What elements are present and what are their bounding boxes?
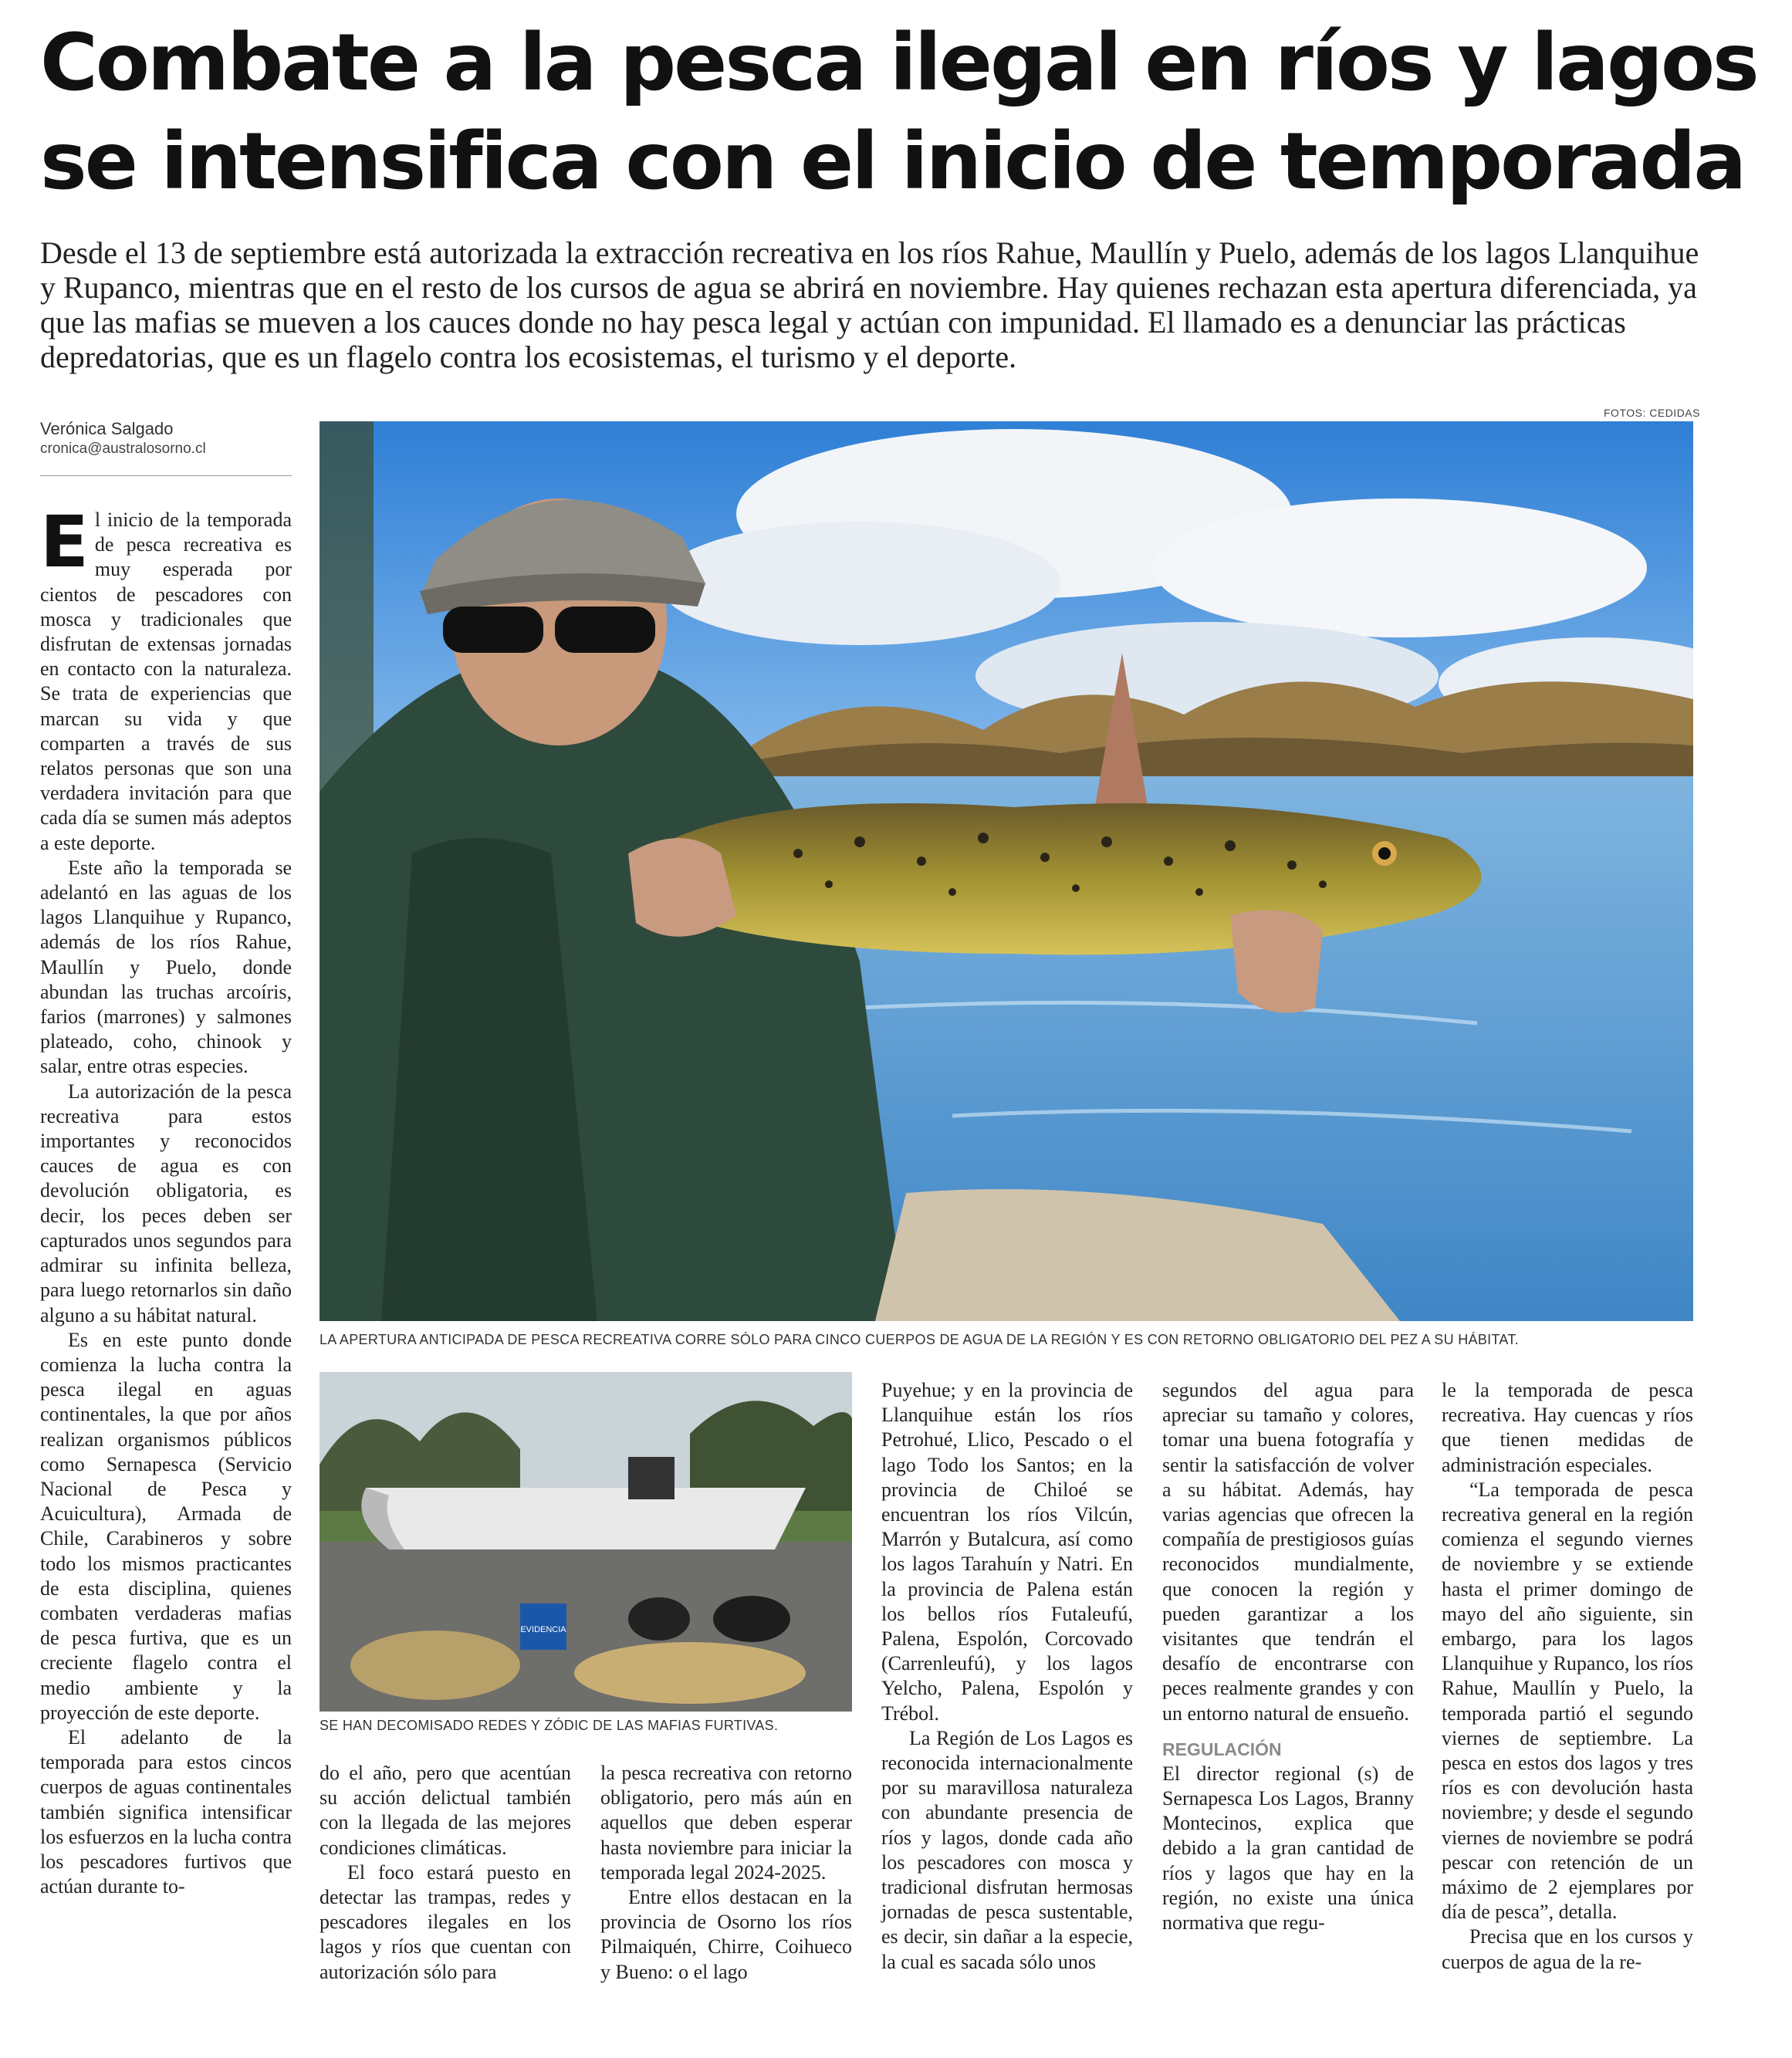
body-column-2	[320, 1761, 571, 1985]
headline: Combate a la pesca ilegal en ríos y lagos se intensifica con el inicio de temporada	[40, 17, 1757, 208]
body-paragraph: Este año la temporada se adelantó en las aguas de los lagos Llanquihue y Rupanco, además de los ríos Rahue, Maullín y Puelo, donde abundan las truchas arcoíris, farios (marrones) y salmones plateado, coho, chinook y salar, entre otras especies.	[40, 856, 292, 1078]
body-paragraph: “La temporada de pesca recreativa general en la región comienza el segundo viernes de noviembre y se extiende hasta el primer domingo de mayo del año siguiente, sin embargo, para los lagos Llanquihue y Rupanco, los ríos Rahue, Maullín y Puelo, la temporada partió el segundo viernes de septiembre. La pesca en estos dos lagos y tres ríos es con devolución hasta noviembre; y desde el segundo viernes de noviembre se podrá pescar con retención de un máximo de 2 ejemplares por día de pesca”, detalla.	[1442, 1478, 1693, 1924]
body-paragraph: Precisa que en los cursos y cuerpos de agua de la re-	[1442, 1925, 1693, 1973]
byline-divider	[40, 475, 292, 476]
secondary-photo-caption: SE HAN DECOMISADO REDES Y ZÓDIC DE LAS MAFIAS FURTIVAS.	[320, 1718, 779, 1733]
body-paragraph: La Región de Los Lagos es reconocida internacionalmente por su maravillosa naturaleza con abundante presencia de ríos y lagos, donde cada año los pescadores con mosca y tradicional disfrutan hermosas jornadas de pesca sustentable, es decir, sin dañar a la especie, la cual es sacada sólo unos	[881, 1726, 1133, 1973]
body-paragraph: la pesca recreativa con retorno obligatorio, pero más aún en aquellos que deben esperar hasta noviembre para iniciar la temporada legal 2024-2025.	[600, 1762, 852, 1884]
body-paragraph: El director regional (s) de Sernapesca Los Lagos, Branny Montecinos, explica que debido a la gran cantidad de ríos y lagos que hay en la región, no existe una única normativa que regu-	[1162, 1762, 1414, 1935]
body-paragraph: segundos del agua para apreciar su tamaño y colores, tomar una buena fotografía y sentir la satisfacción de volver a su hábitat. Además, hay varias agencias que ofrecen la compañía de prestigiosos guías reconocidos mundialmente, que conocen la región y pueden garantizar a los visitantes que tendrán el desafío de encontrarse con peces realmente grandes y con un entorno natural de ensueño.	[1162, 1379, 1414, 1725]
body-paragraph: do el año, pero que acentúan su acción delictual también con la llegada de las mejores condiciones climáticas.	[320, 1762, 571, 1859]
body-column-1	[40, 501, 292, 1899]
body-column-5	[1162, 1378, 1414, 1935]
body-paragraph: El foco estará puesto en detectar las trampas, redes y pescadores ilegales en los lagos y ríos que cuentan con autorización sólo para	[320, 1860, 571, 1983]
body-paragraph: Es en este punto donde comienza la lucha contra la pesca ilegal en aguas continentales, la que por años realizan organismos públicos como Sernapesca (Servicio Nacional de Pesca y Acuicultura), Armada de Chile, Carabineros y sobre todo los mismos practicantes de esta disciplina, quienes combaten verdaderas mafias de pesca furtiva, que es un creciente flagelo contra el medio ambiente y la proyección de este deporte.	[40, 1328, 292, 1724]
body-paragraph: Puyehue; y en la provincia de Llanquihue están los ríos Petrohué, Llico, Pescado o el lago Todo los Santos; en la provincia de Chiloé se encuentran los ríos Vilcún, Marrón y Butalcura, así como los lagos Tarahuín y Natri. En la provincia de Palena están los bellos ríos Futaleufú, Palena, Espolón, Corcovado (Carrenleufú), y los lagos Yelcho, Palena, Espolón y Trébol.	[881, 1379, 1133, 1725]
body-paragraph: El inicio de la temporada de pesca recreativa es muy esperada por cientos de pescadores con mosca y tradicionales que disfrutan de extensas jornadas en contacto con la naturaleza. Se trata de experiencias que marcan su vida y que comparten a través de sus relatos personas que son una verdadera invitación para que cada día se sumen más adeptos a este deporte.	[40, 501, 292, 854]
evidence-sign-label: EVIDENCIA	[520, 1625, 566, 1634]
photo-credit: FOTOS: CEDIDAS	[1604, 407, 1700, 419]
body-column-4	[881, 1378, 1133, 1975]
main-photo	[320, 421, 1693, 1321]
author-email: cronica@australosorno.cl	[40, 441, 206, 457]
body-paragraph: le la temporada de pesca recreativa. Hay cuencas y ríos que tienen medidas de administración especiales.	[1442, 1379, 1693, 1476]
body-paragraph: Entre ellos destacan en la provincia de Osorno los ríos Pilmaiquén, Chirre, Coihueco y Bueno: o el lago	[600, 1886, 852, 1983]
byline	[40, 418, 295, 458]
body-paragraph: La autorización de la pesca recreativa para estos importantes y reconocidos cauces de agua es con devolución obligatoria, es decir, los peces deben ser capturados unos segundos para admirar su infinita belleza, para luego retornarlos sin daño alguno a su hábitat natural.	[40, 1080, 292, 1326]
drop-cap: E	[40, 501, 89, 583]
body-column-6	[1442, 1378, 1693, 1975]
main-photo-caption: LA APERTURA ANTICIPADA DE PESCA RECREATIVA CORRE SÓLO PARA CINCO CUERPOS DE AGUA DE LA REGIÓN Y ES CON RETORNO OBLIGATORIO DEL PEZ A SU HÁBITAT.	[320, 1332, 1519, 1347]
author-name: Verónica Salgado	[40, 419, 174, 438]
body-column-3	[600, 1761, 852, 1985]
main-photo-illustration	[320, 421, 1693, 1321]
deck: Desde el 13 de septiembre está autorizada la extracción recreativa en los ríos Rahue, Maullín y Puelo, además de los lagos Llanquihue y Rupanco, mientras que en el resto de los cursos de agua se abrirá en noviembre. Hay quienes rechazan esta apertura diferenciada, ya que las mafias se mueven a los cauces donde no hay pesca legal y actúan con impunidad. El llamado es a denunciar las prácticas depredatorias, que es un flagelo contra los ecosistemas, el turismo y el deporte.	[40, 235, 1699, 374]
body-paragraph: El adelanto de la temporada para estos cincos cuerpos de aguas continentales también significa intensificar los esfuerzos en la lucha contra los pescadores furtivos que actúan durante to-	[40, 1725, 292, 1898]
secondary-photo-illustration	[320, 1372, 852, 1712]
secondary-photo	[320, 1372, 852, 1712]
subhead-regulacion: REGULACIÓN	[1162, 1739, 1282, 1759]
